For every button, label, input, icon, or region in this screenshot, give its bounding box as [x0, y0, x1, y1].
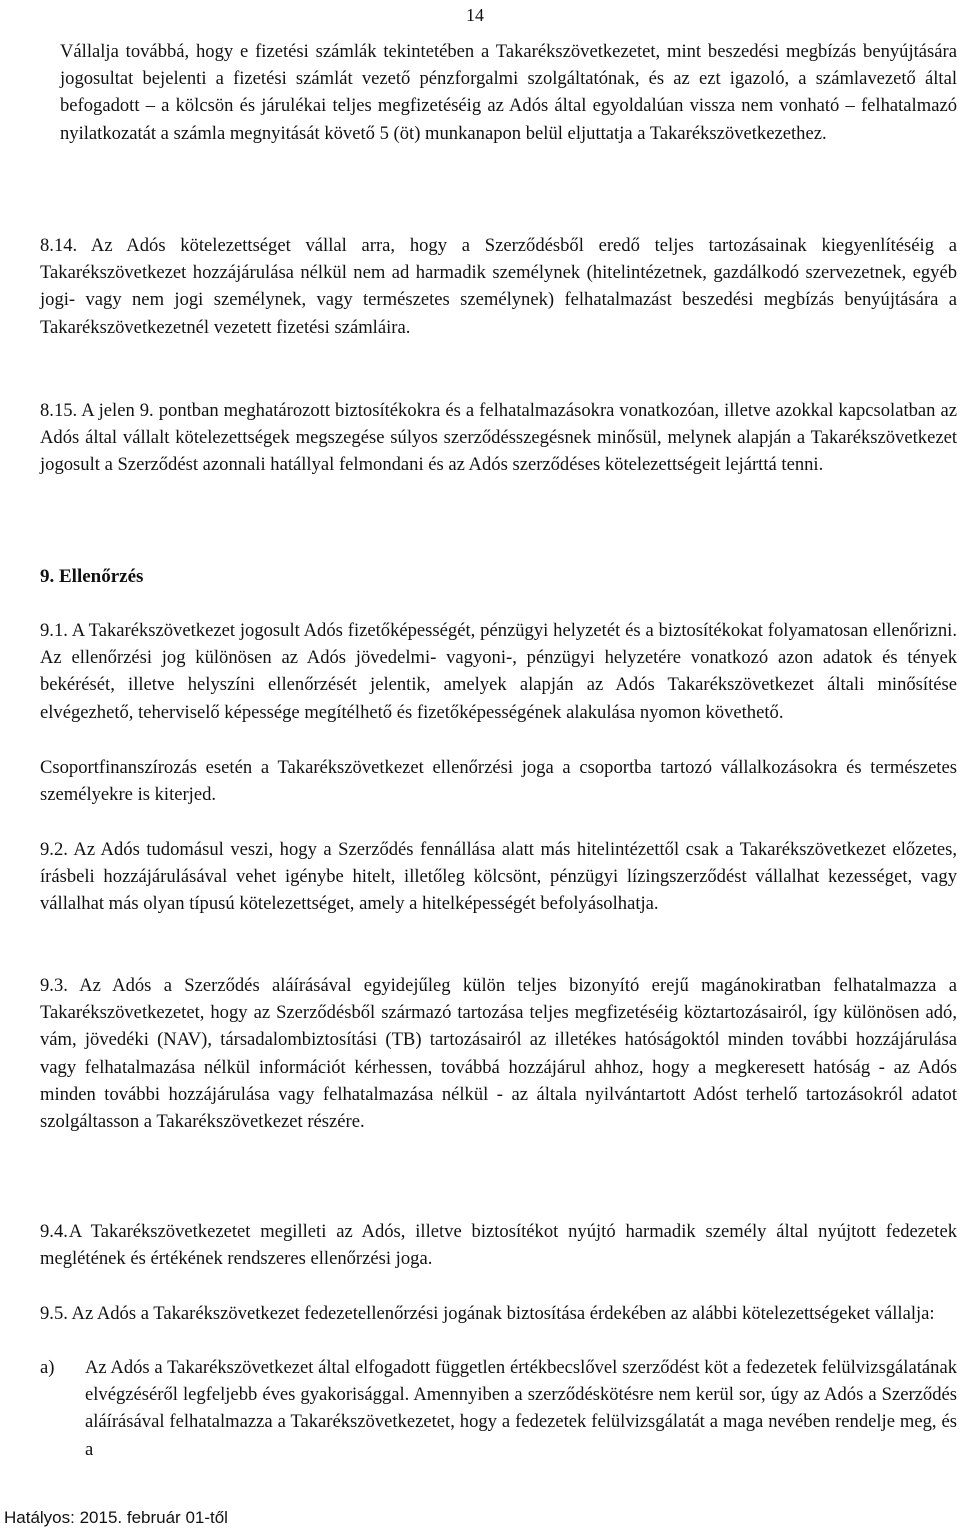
- footer-effective-date: Hatályos: 2015. február 01-től: [4, 1508, 228, 1527]
- paragraph-text: Az Adós a Szerződés aláírásával egyidejűleg külön teljes bizonyító erejű magánokiratban felhatalmazza a Takarékszövetkezetet, hogy az Szerződésből származó tartozása teljes megfizetéséig köztartozásairól, így különösen adó, vám, jövedéki (NAV), társadalombiztosítási (TB) tartozásairól az illetékes hatóságoktól minden további hozzájárulása vagy felhatalmazása nélkül információt kérhessen, továbbá hozzájárul ahhoz, hogy a megkeresett hatóság - az Adós minden további hozzájárulása vagy felhatalmazása nélkül - az általa nyilvántartott Adóst terhelő tartozásokról adatot szolgáltasson a Takarékszövetkezet részére.: [40, 975, 957, 1133]
- intro-paragraph: Vállalja továbbá, hogy e fizetési számlák tekintetében a Takarékszövetkezetet, mint beszedési megbízás benyújtására jogosultat bejelenti a fizetési számlát vezető pénzforgalmi szolgáltatónak, és az ezt igazoló, a számlavezető által befogadott – a kölcsön és járulékai teljes megfizetéséig az Adós által egyoldalúan vissza nem vonható – felhatalmazó nyilatkozatát a számla megnyitását követő 5 (öt) munkanapon belül eljuttatja a Takarékszövetkezethez.: [60, 41, 957, 144]
- paragraph-8-14: [40, 232, 957, 341]
- paragraph-9-5: [40, 1300, 957, 1327]
- paragraph-number: 9.2.: [40, 839, 68, 860]
- list-marker: a): [40, 1357, 55, 1378]
- paragraph-9-1-extra: Csoportfinanszírozás esetén a Takarékszövetkezet ellenőrzési joga a csoportba tartozó vállalkozásokra és természetes személyekre is kiterjed.: [40, 757, 957, 806]
- paragraph-9-2: [40, 836, 957, 918]
- paragraph-number: 8.14.: [40, 235, 78, 256]
- page-number: 14: [466, 5, 484, 25]
- paragraph-text: A jelen 9. pontban meghatározott biztosítékokra és a felhatalmazásokra vonatkozóan, illetve azokkal kapcsolatban az Adós által vállalt kötelezettségek megszegése súlyos szerződésszegésnek minősül, melynek alapján a Takarékszövetkezet jogosult a Szerződést azonnali hatállyal felmondani és az Adós szerződéses kötelezettségeit lejárttá tenni.: [40, 400, 958, 476]
- paragraph-number: 9.4.: [40, 1221, 68, 1242]
- list-item-text: Az Adós a Takarékszövetkezet által elfogadott független értékbecslővel szerződést köt a fedezetek felülvizsgálatának elvégzéséről legfeljebb éves gyakorisággal. Amennyiben a szerződéskötésre nem kerül sor, úgy az Adós a Szerződés aláírásával felhatalmazza a Takarékszövetkezetet, hogy a fedezetek felülvizsgálatát a maga nevében rendelje meg, és a: [85, 1357, 957, 1460]
- paragraph-number: 9.3.: [40, 975, 68, 996]
- paragraph-number: 8.15.: [40, 400, 78, 421]
- paragraph-number: 9.1.: [40, 620, 68, 641]
- paragraph-9-3: [40, 972, 957, 1135]
- paragraph-text: Az Adós kötelezettséget vállal arra, hogy a Szerződésből eredő teljes tartozásainak kiegyenlítéséig a Takarékszövetkezet hozzájárulása nélkül nem ad harmadik személynek (hitelintézetnek, gazdálkodó szervezetnek, egyéb jogi- vagy nem jogi személynek, vagy természetes személynek) felhatalmazást beszedési megbízás benyújtására a Takarékszövetkezetnél vezetett fizetési számláira.: [40, 235, 957, 338]
- section-heading: 9. Ellenőrzés: [40, 566, 144, 587]
- paragraph-9-1: [40, 617, 957, 726]
- paragraph-9-4: [40, 1218, 957, 1272]
- paragraph-8-15: [40, 397, 957, 479]
- paragraph-text: A Takarékszövetkezet jogosult Adós fizetőképességét, pénzügyi helyzetét és a biztosítékokat folyamatosan ellenőrizni. Az ellenőrzési jog különösen az Adós jövedelmi- vagyoni-, pénzügyi helyzetére vonatkozó azon adatok és tények bekérését, illetve helyszíni ellenőrzését jelentik, amelyek alapján az Adós Takarékszövetkezet általi minősítése elvégezhető, teherviselő képessége megítélhető és fizetőképességének alakulása nyomon követhető.: [40, 620, 957, 723]
- paragraph-number: 9.5.: [40, 1303, 68, 1324]
- paragraph-text: A Takarékszövetkezetet megilleti az Adós, illetve biztosítékot nyújtó harmadik személy által nyújtott fedezetek meglétének és értékének rendszeres ellenőrzési joga.: [40, 1221, 957, 1270]
- paragraph-text: Az Adós tudomásul veszi, hogy a Szerződés fennállása alatt más hitelintézettől csak a Takarékszövetkezet előzetes, írásbeli hozzájárulásával vehet igénybe hitelt, illetőleg kölcsönt, pénzügyi lízingszerződést vállalhat kezességet, vagy vállalhat más olyan típusú kötelezettséget, amely a hitelképességét befolyásolhatja.: [40, 839, 958, 915]
- paragraph-text: Az Adós a Takarékszövetkezet fedezetellenőrzési jogának biztosítása érdekében az alábbi kötelezettségeket vállalja:: [71, 1303, 935, 1324]
